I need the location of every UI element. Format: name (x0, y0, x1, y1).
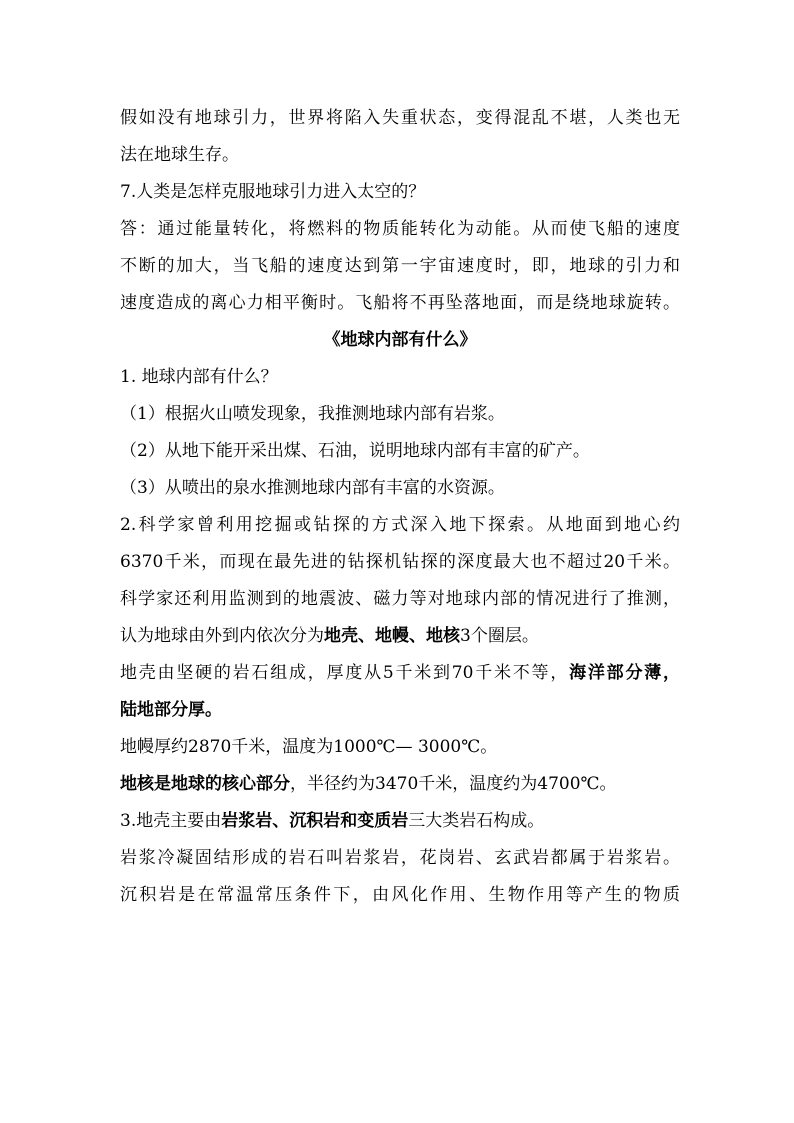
text-span: 不断的加大，当飞船的速度达到第一宇宙速度时，即，地球的引力和 (120, 256, 680, 276)
text-span: ，半径约为3470千米，温度约为4700℃。 (290, 774, 617, 794)
text-span: 3个圈层。 (460, 626, 539, 646)
text-span: 科学家还利用监测到的地震波、磁力等对地球内部的情况进行了推测， (120, 589, 680, 609)
text-span: 沉积岩是在常温常压条件下，由风化作用、生物作用等产生的物质 (120, 885, 680, 905)
text-span: 3.地壳主要由 (120, 811, 222, 831)
text-line (120, 581, 680, 618)
text-span: （1）根据火山喷发现象，我推测地球内部有岩浆。 (120, 404, 505, 424)
text-span: 法在地球生存。 (120, 145, 239, 165)
bold-text: 岩浆岩、沉积岩和变质岩 (221, 811, 409, 831)
section-title (120, 322, 680, 359)
text-line (120, 248, 680, 285)
text-line (120, 877, 680, 914)
bold-text: 地核是地球的核心部分 (120, 774, 290, 794)
text-span: 2.科学家曾利用挖掘或钻探的方式深入地下探索。从地面到地心约 (120, 515, 680, 535)
text-span: 地幔厚约2870千米，温度为1000℃— 3000℃。 (120, 737, 498, 757)
text-span: 6370千米，而现在最先进的钻探机钻探的深度最大也不超过20千米。 (120, 552, 680, 572)
bold-text: 海洋部分薄， (569, 663, 680, 683)
text-line (120, 655, 680, 692)
bold-text: 陆地部分厚。 (120, 700, 222, 720)
text-span: 地壳由坚硬的岩石组成，厚度从5千米到70千米不等， (120, 663, 570, 683)
text-span: 1. 地球内部有什么？ (120, 367, 278, 387)
text-line (120, 470, 680, 507)
text-line (120, 729, 680, 766)
text-span: 速度造成的离心力相平衡时。飞船将不再坠落地面，而是绕地球旋转。 (120, 293, 680, 313)
text-line (120, 544, 680, 581)
text-span: 认为地球由外到内依次分为 (120, 626, 324, 646)
bold-text: 《地球内部有什么》 (323, 330, 477, 350)
text-span: 假如没有地球引力，世界将陷入失重状态，变得混乱不堪，人类也无 (120, 108, 680, 128)
text-span: （3）从喷出的泉水推测地球内部有丰富的水资源。 (120, 478, 505, 498)
text-line (120, 100, 680, 137)
text-line (120, 766, 680, 803)
text-line (120, 396, 680, 433)
text-span: 岩浆冷凝固结形成的岩石叫岩浆岩，花岗岩、玄武岩都属于岩浆岩。 (120, 848, 680, 868)
text-line (120, 840, 680, 877)
text-line (120, 507, 680, 544)
document-body (120, 100, 680, 914)
text-span: 答：通过能量转化，将燃料的物质能转化为动能。从而使飞船的速度 (120, 219, 680, 239)
text-line (120, 285, 680, 322)
text-line (120, 211, 680, 248)
text-span: 7.人类是怎样克服地球引力进入太空的？ (120, 182, 426, 202)
text-line (120, 618, 680, 655)
text-line (120, 359, 680, 396)
text-line (120, 692, 680, 729)
text-line (120, 137, 680, 174)
question-heading (120, 174, 680, 211)
text-line (120, 803, 680, 840)
bold-text: 地壳、地幔、地核 (324, 626, 460, 646)
text-span: （2）从地下能开采出煤、石油，说明地球内部有丰富的矿产。 (120, 441, 590, 461)
text-line (120, 433, 680, 470)
text-span: 三大类岩石构成。 (408, 811, 545, 831)
